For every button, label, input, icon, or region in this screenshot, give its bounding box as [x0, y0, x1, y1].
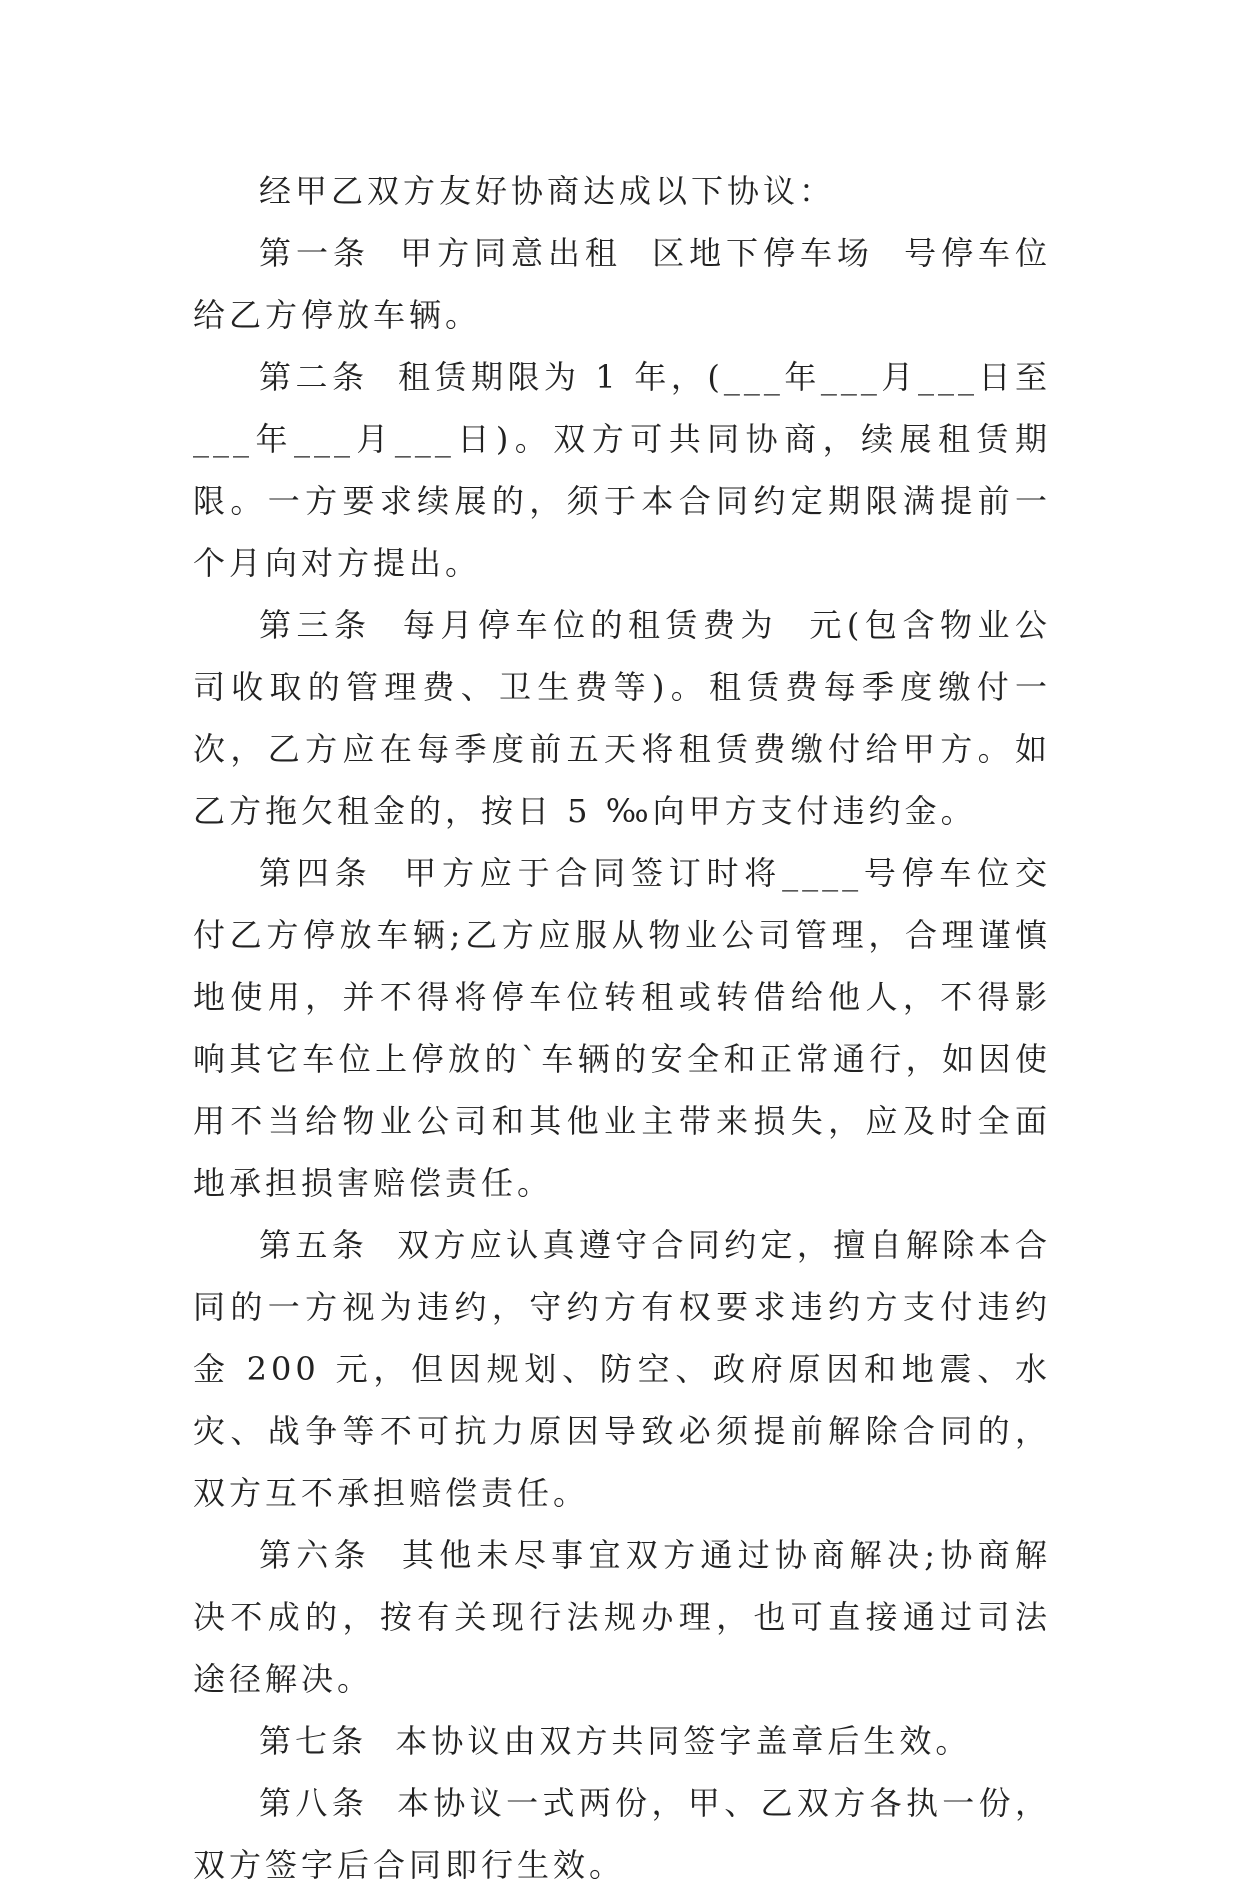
- article-5-paragraph: 第五条 双方应认真遵守合同约定，擅自解除本合同的一方视为违约，守约方有权要求违约方支付违约金 200 元，但因规划、防空、政府原因和地震、水灾、战争等不可抗力原因导致必须提前解除合同的，双方互不承担赔偿责任。: [193, 1226, 1051, 1512]
- document-page: [193, 160, 1051, 1896]
- article-1-paragraph: 第一条 甲方同意出租 区地下停车场 号停车位给乙方停放车辆。: [193, 234, 1051, 334]
- intro-paragraph: 经甲乙双方友好协商达成以下协议：: [259, 172, 836, 210]
- article-6-paragraph: 第六条 其他未尽事宜双方通过协商解决;协商解决不成的，按有关现行法规办理，也可直接通过司法途径解决。: [193, 1536, 1051, 1698]
- article-2-paragraph: 第二条 租赁期限为 1 年，(___年___月___日至___年___月___日)。双方可共同协商，续展租赁期限。一方要求续展的，须于本合同约定期限满提前一个月向对方提出。: [193, 358, 1051, 582]
- article-3-paragraph: 第三条 每月停车位的租赁费为 元(包含物业公司收取的管理费、卫生费等)。租赁费每季度缴付一次，乙方应在每季度前五天将租赁费缴付给甲方。如乙方拖欠租金的，按日 5 ‰向甲方支付违约金。: [193, 606, 1051, 830]
- article-4-paragraph: 第四条 甲方应于合同签订时将____号停车位交付乙方停放车辆;乙方应服从物业公司管理，合理谨慎地使用，并不得将停车位转租或转借给他人，不得影响其它车位上停放的`车辆的安全和正常通行，如因使用不当给物业公司和其他业主带来损失，应及时全面地承担损害赔偿责任。: [193, 854, 1051, 1202]
- article-8-paragraph: 第八条 本协议一式两份，甲、乙双方各执一份，双方签字后合同即行生效。: [193, 1784, 1051, 1884]
- article-7-paragraph: 第七条 本协议由双方共同签字盖章后生效。: [259, 1722, 972, 1760]
